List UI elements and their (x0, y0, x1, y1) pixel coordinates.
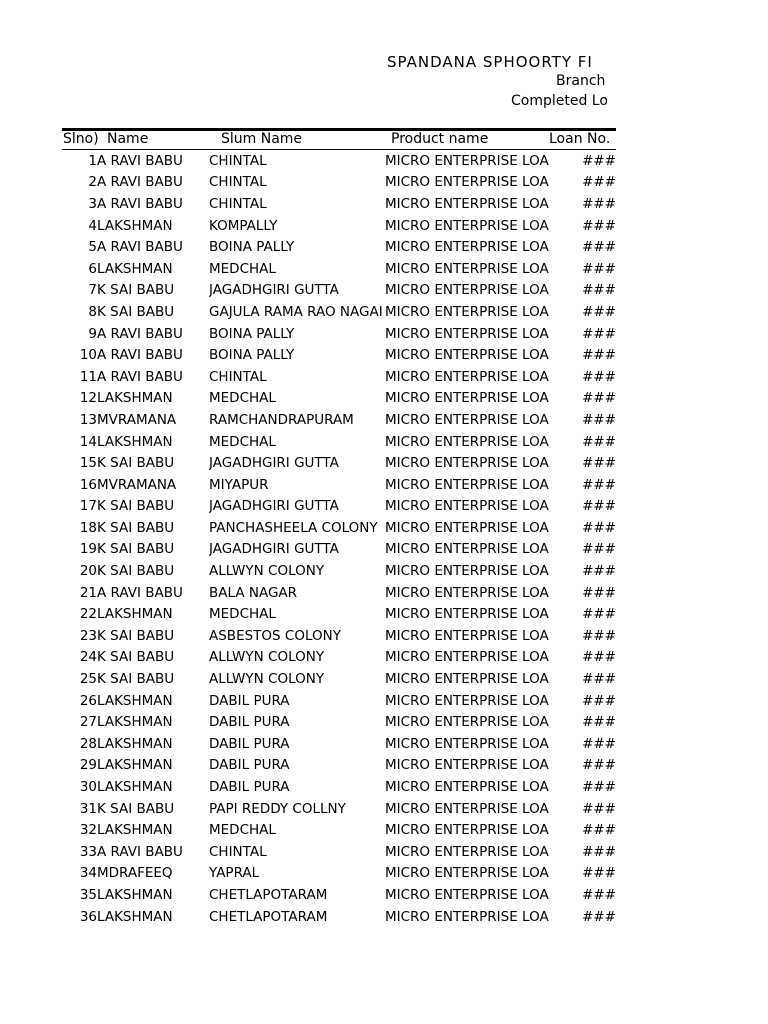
table-row (62, 431, 616, 453)
cell-loan-no: ### (582, 714, 616, 731)
cell-product-name: MICRO ENTERPRISE LOA (385, 368, 549, 385)
cell-loan-no: ### (582, 347, 616, 364)
cell-product-name: MICRO ENTERPRISE LOA (385, 390, 549, 407)
table-row (62, 517, 616, 539)
cell-slum-name: CHETLAPOTARAM (209, 886, 328, 903)
cell-product-name: MICRO ENTERPRISE LOA (385, 325, 549, 342)
cell-product-name: MICRO ENTERPRISE LOA (385, 541, 549, 558)
cell-product-name: MICRO ENTERPRISE LOA (385, 260, 549, 277)
cell-product-name: MICRO ENTERPRISE LOA (385, 455, 549, 472)
report-subtitle-completed: Completed Lo (511, 93, 608, 109)
table-row (62, 280, 616, 302)
cell-loan-no: ### (582, 455, 616, 472)
cell-loan-no: ### (582, 606, 616, 623)
cell-slum-name: CHINTAL (209, 195, 267, 212)
column-header-slum-name: Slum Name (221, 131, 303, 147)
cell-slum-name: GAJULA RAMA RAO NAGAI (209, 303, 383, 320)
table-row (62, 409, 616, 431)
cell-slum-name: BOINA PALLY (209, 347, 295, 364)
table-row (62, 798, 616, 820)
cell-slum-name: MEDCHAL (209, 606, 276, 623)
cell-loan-no: ### (582, 152, 616, 169)
cell-product-name: MICRO ENTERPRISE LOA (385, 217, 549, 234)
cell-product-name: MICRO ENTERPRISE LOA (385, 282, 549, 299)
cell-slum-name: ASBESTOS COLONY (209, 627, 341, 644)
cell-name: LAKSHMAN (97, 735, 173, 752)
cell-name: A RAVI BABU (97, 325, 183, 342)
cell-product-name: MICRO ENTERPRISE LOA (385, 433, 549, 450)
cell-slum-name: ALLWYN COLONY (209, 671, 325, 688)
cell-loan-no: ### (582, 800, 616, 817)
cell-slno: 19 (79, 541, 97, 558)
cell-slum-name: JAGADHGIRI GUTTA (209, 541, 339, 558)
cell-name: A RAVI BABU (97, 584, 183, 601)
cell-loan-no: ### (582, 303, 616, 320)
cell-slno: 36 (79, 908, 97, 925)
cell-slno: 18 (79, 519, 97, 536)
cell-name: LAKSHMAN (97, 217, 173, 234)
cell-slum-name: RAMCHANDRAPURAM (209, 411, 354, 428)
cell-slno: 3 (88, 195, 97, 212)
cell-slno: 14 (79, 433, 97, 450)
table-row (62, 172, 616, 194)
cell-slno: 17 (79, 498, 97, 515)
cell-slno: 24 (79, 649, 97, 666)
cell-loan-no: ### (582, 476, 616, 493)
cell-slum-name: MEDCHAL (209, 390, 276, 407)
cell-name: K SAI BABU (97, 541, 175, 558)
cell-name: LAKSHMAN (97, 433, 173, 450)
cell-slum-name: DABIL PURA (209, 757, 290, 774)
cell-loan-no: ### (582, 433, 616, 450)
cell-name: A RAVI BABU (97, 174, 183, 191)
cell-loan-no: ### (582, 692, 616, 709)
cell-loan-no: ### (582, 779, 616, 796)
table-row (62, 690, 616, 712)
table-row (62, 863, 616, 885)
cell-name: A RAVI BABU (97, 843, 183, 860)
cell-product-name: MICRO ENTERPRISE LOA (385, 606, 549, 623)
cell-product-name: MICRO ENTERPRISE LOA (385, 757, 549, 774)
cell-name: K SAI BABU (97, 649, 175, 666)
cell-slno: 26 (79, 692, 97, 709)
cell-product-name: MICRO ENTERPRISE LOA (385, 347, 549, 364)
cell-product-name: MICRO ENTERPRISE LOA (385, 411, 549, 428)
cell-slum-name: MEDCHAL (209, 260, 276, 277)
cell-name: LAKSHMAN (97, 822, 173, 839)
cell-slno: 35 (79, 886, 97, 903)
table-row (62, 625, 616, 647)
cell-slno: 4 (88, 217, 97, 234)
loan-table (62, 150, 616, 927)
cell-slno: 5 (88, 239, 97, 256)
cell-loan-no: ### (582, 757, 616, 774)
table-row (62, 344, 616, 366)
cell-product-name: MICRO ENTERPRISE LOA (385, 886, 549, 903)
cell-slno: 8 (88, 303, 97, 320)
table-row (62, 711, 616, 733)
cell-name: LAKSHMAN (97, 757, 173, 774)
cell-product-name: MICRO ENTERPRISE LOA (385, 584, 549, 601)
cell-loan-no: ### (582, 627, 616, 644)
cell-loan-no: ### (582, 865, 616, 882)
cell-loan-no: ### (582, 174, 616, 191)
cell-name: K SAI BABU (97, 519, 175, 536)
loan-table-body (62, 150, 616, 927)
table-row (62, 733, 616, 755)
report-subtitle-branch: Branch (556, 73, 606, 89)
cell-product-name: MICRO ENTERPRISE LOA (385, 498, 549, 515)
cell-slum-name: CHINTAL (209, 368, 267, 385)
table-row (62, 236, 616, 258)
cell-product-name: MICRO ENTERPRISE LOA (385, 303, 549, 320)
cell-name: A RAVI BABU (97, 152, 183, 169)
table-row (62, 841, 616, 863)
cell-name: MVRAMANA (97, 476, 177, 493)
cell-slno: 33 (79, 843, 97, 860)
column-header-slno: Slno) (63, 131, 99, 147)
cell-slno: 28 (79, 735, 97, 752)
cell-slum-name: DABIL PURA (209, 779, 290, 796)
cell-name: K SAI BABU (97, 671, 175, 688)
cell-loan-no: ### (582, 735, 616, 752)
cell-loan-no: ### (582, 519, 616, 536)
cell-slum-name: KOMPALLY (209, 217, 278, 234)
cell-slno: 10 (79, 347, 97, 364)
cell-loan-no: ### (582, 239, 616, 256)
cell-slum-name: JAGADHGIRI GUTTA (209, 498, 339, 515)
cell-slno: 15 (79, 455, 97, 472)
cell-loan-no: ### (582, 563, 616, 580)
cell-slum-name: ALLWYN COLONY (209, 563, 325, 580)
table-row (62, 560, 616, 582)
cell-loan-no: ### (582, 541, 616, 558)
cell-loan-no: ### (582, 195, 616, 212)
cell-slum-name: CHINTAL (209, 152, 267, 169)
cell-slno: 22 (79, 606, 97, 623)
cell-name: MDRAFEEQ (97, 865, 173, 882)
cell-slum-name: BALA NAGAR (209, 584, 298, 601)
cell-name: K SAI BABU (97, 800, 175, 817)
column-header-name: Name (107, 131, 149, 147)
cell-slum-name: DABIL PURA (209, 714, 290, 731)
report-title: SPANDANA SPHOORTY FI (387, 53, 593, 71)
cell-name: A RAVI BABU (97, 368, 183, 385)
cell-slno: 34 (79, 865, 97, 882)
table-row (62, 301, 616, 323)
cell-slum-name: MEDCHAL (209, 433, 276, 450)
cell-loan-no: ### (582, 390, 616, 407)
table-row (62, 582, 616, 604)
cell-slum-name: CHINTAL (209, 843, 267, 860)
cell-product-name: MICRO ENTERPRISE LOA (385, 671, 549, 688)
cell-slum-name: DABIL PURA (209, 692, 290, 709)
cell-product-name: MICRO ENTERPRISE LOA (385, 476, 549, 493)
table-row (62, 906, 616, 928)
table-row (62, 496, 616, 518)
cell-slno: 13 (79, 411, 97, 428)
table-row (62, 819, 616, 841)
cell-name: K SAI BABU (97, 627, 175, 644)
table-row (62, 388, 616, 410)
cell-name: K SAI BABU (97, 282, 175, 299)
table-row (62, 366, 616, 388)
cell-product-name: MICRO ENTERPRISE LOA (385, 152, 549, 169)
cell-product-name: MICRO ENTERPRISE LOA (385, 239, 549, 256)
cell-loan-no: ### (582, 411, 616, 428)
cell-product-name: MICRO ENTERPRISE LOA (385, 800, 549, 817)
cell-product-name: MICRO ENTERPRISE LOA (385, 908, 549, 925)
cell-slno: 20 (79, 563, 97, 580)
table-row (62, 452, 616, 474)
cell-name: K SAI BABU (97, 303, 175, 320)
cell-product-name: MICRO ENTERPRISE LOA (385, 865, 549, 882)
cell-product-name: MICRO ENTERPRISE LOA (385, 779, 549, 796)
table-row (62, 539, 616, 561)
table-row (62, 258, 616, 280)
cell-slum-name: CHETLAPOTARAM (209, 908, 328, 925)
cell-loan-no: ### (582, 908, 616, 925)
cell-slum-name: MEDCHAL (209, 822, 276, 839)
cell-product-name: MICRO ENTERPRISE LOA (385, 843, 549, 860)
cell-slno: 27 (79, 714, 97, 731)
table-row (62, 474, 616, 496)
cell-name: A RAVI BABU (97, 239, 183, 256)
cell-loan-no: ### (582, 260, 616, 277)
cell-slno: 23 (79, 627, 97, 644)
cell-slno: 7 (88, 282, 97, 299)
cell-loan-no: ### (582, 217, 616, 234)
cell-name: A RAVI BABU (97, 195, 183, 212)
cell-name: A RAVI BABU (97, 347, 183, 364)
cell-slno: 16 (79, 476, 97, 493)
cell-name: LAKSHMAN (97, 260, 173, 277)
cell-slno: 31 (79, 800, 97, 817)
cell-slno: 12 (79, 390, 97, 407)
cell-product-name: MICRO ENTERPRISE LOA (385, 195, 549, 212)
table-row (62, 150, 616, 172)
cell-loan-no: ### (582, 325, 616, 342)
table-row (62, 884, 616, 906)
cell-slno: 30 (79, 779, 97, 796)
cell-slum-name: YAPRAL (209, 865, 260, 882)
cell-slno: 11 (79, 368, 97, 385)
cell-product-name: MICRO ENTERPRISE LOA (385, 174, 549, 191)
cell-name: K SAI BABU (97, 455, 175, 472)
cell-name: K SAI BABU (97, 563, 175, 580)
cell-loan-no: ### (582, 498, 616, 515)
cell-product-name: MICRO ENTERPRISE LOA (385, 692, 549, 709)
cell-slno: 2 (88, 174, 97, 191)
cell-name: LAKSHMAN (97, 692, 173, 709)
cell-product-name: MICRO ENTERPRISE LOA (385, 649, 549, 666)
cell-name: K SAI BABU (97, 498, 175, 515)
table-row (62, 668, 616, 690)
cell-name: MVRAMANA (97, 411, 177, 428)
cell-name: LAKSHMAN (97, 886, 173, 903)
cell-name: LAKSHMAN (97, 779, 173, 796)
table-row (62, 755, 616, 777)
table-row (62, 603, 616, 625)
table-row (62, 193, 616, 215)
cell-slum-name: JAGADHGIRI GUTTA (209, 455, 339, 472)
cell-name: LAKSHMAN (97, 714, 173, 731)
cell-name: LAKSHMAN (97, 908, 173, 925)
cell-loan-no: ### (582, 671, 616, 688)
cell-slno: 21 (79, 584, 97, 601)
cell-slum-name: JAGADHGIRI GUTTA (209, 282, 339, 299)
cell-slum-name: BOINA PALLY (209, 325, 295, 342)
column-header-product-name: Product name (391, 131, 489, 147)
cell-slno: 1 (88, 152, 97, 169)
cell-product-name: MICRO ENTERPRISE LOA (385, 822, 549, 839)
cell-loan-no: ### (582, 368, 616, 385)
cell-product-name: MICRO ENTERPRISE LOA (385, 714, 549, 731)
cell-loan-no: ### (582, 649, 616, 666)
cell-slno: 29 (79, 757, 97, 774)
cell-product-name: MICRO ENTERPRISE LOA (385, 627, 549, 644)
cell-name: LAKSHMAN (97, 390, 173, 407)
cell-slum-name: BOINA PALLY (209, 239, 295, 256)
cell-loan-no: ### (582, 584, 616, 601)
cell-slum-name: ALLWYN COLONY (209, 649, 325, 666)
cell-slno: 6 (88, 260, 97, 277)
cell-slum-name: DABIL PURA (209, 735, 290, 752)
table-row (62, 776, 616, 798)
cell-product-name: MICRO ENTERPRISE LOA (385, 735, 549, 752)
cell-slum-name: CHINTAL (209, 174, 267, 191)
cell-product-name: MICRO ENTERPRISE LOA (385, 563, 549, 580)
cell-loan-no: ### (582, 886, 616, 903)
table-row (62, 215, 616, 237)
cell-slno: 25 (79, 671, 97, 688)
cell-slum-name: MIYAPUR (209, 476, 269, 493)
cell-loan-no: ### (582, 843, 616, 860)
table-row (62, 323, 616, 345)
cell-slno: 32 (79, 822, 97, 839)
cell-slno: 9 (88, 325, 97, 342)
cell-name: LAKSHMAN (97, 606, 173, 623)
cell-loan-no: ### (582, 282, 616, 299)
table-row (62, 647, 616, 669)
cell-slum-name: PANCHASHEELA COLONY (209, 519, 378, 536)
cell-product-name: MICRO ENTERPRISE LOA (385, 519, 549, 536)
column-header-loan-no: Loan No. (549, 131, 611, 147)
cell-slum-name: PAPI REDDY COLLNY (209, 800, 346, 817)
cell-loan-no: ### (582, 822, 616, 839)
